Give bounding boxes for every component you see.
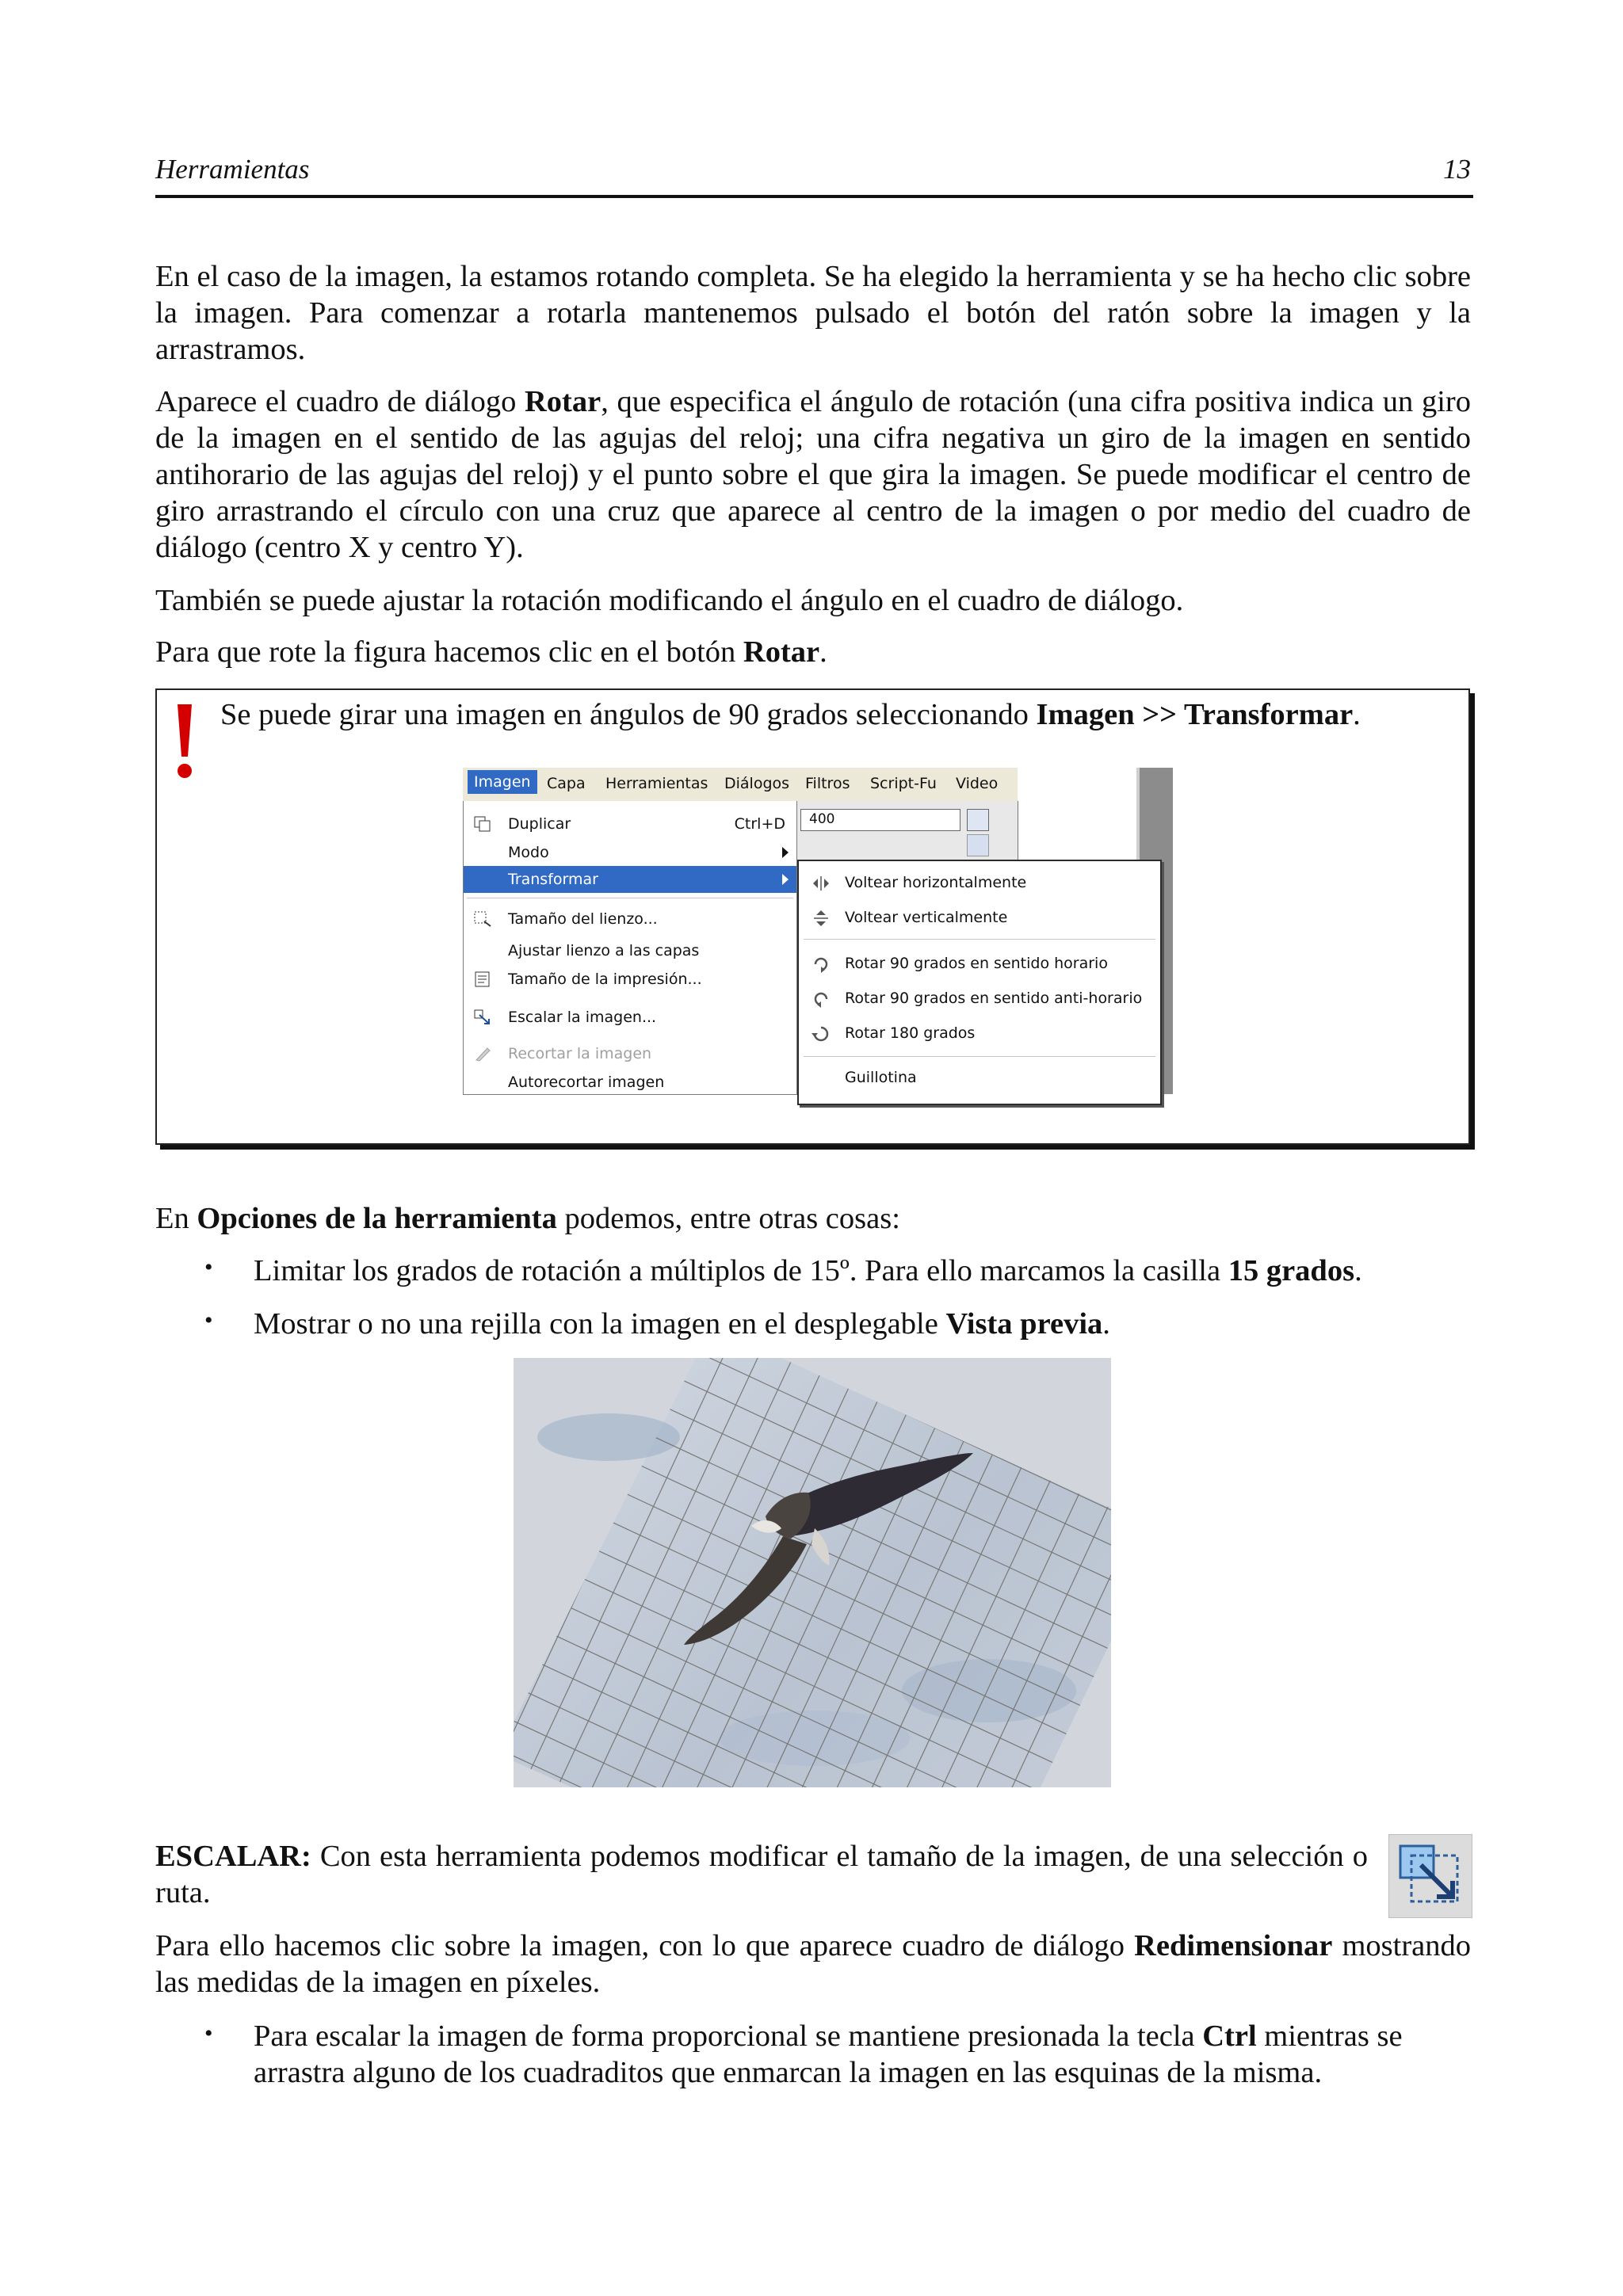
text-run: . — [1354, 1254, 1362, 1287]
bullet-marker: • — [204, 2020, 213, 2046]
submenu-separator — [804, 939, 1155, 940]
menubar-capa[interactable]: Capa — [547, 775, 586, 792]
ruler-value: 400 — [809, 811, 835, 827]
text-run: , que especifica el ángulo de rotación (una cifra positiva indica un giro de la imagen en el sentido de las agujas del reloj; una cifra negativa un giro de la imagen en sentido antihorario de las agujas del reloj) y el punto sobre el que gira la imagen. Se puede modificar el centro de giro arrastrando el círculo con una cruz que aparece al centro de la imagen o por medio del cuadro de diálogo (centro X y centro Y). — [155, 385, 1471, 564]
menu-item-tamano-impresion[interactable] — [464, 966, 796, 993]
gimp-image-menu-screenshot — [463, 768, 1174, 1094]
submenu-guillotina[interactable] — [799, 1062, 1160, 1094]
menubar-video[interactable]: Video — [956, 775, 999, 792]
bold-term-redimensionar: Redimensionar — [1134, 1929, 1333, 1962]
rotated-bird-photo-with-grid — [514, 1358, 1111, 1787]
flip-vertical-icon — [812, 909, 831, 928]
bold-term-rotar: Rotar — [525, 385, 601, 418]
menubar — [463, 768, 1018, 802]
header-rule — [155, 195, 1473, 198]
text-run: . — [1353, 698, 1361, 731]
paragraph-adjust-angle: También se puede ajustar la rotación modificando el ángulo en el cuadro de diálogo. — [155, 584, 1184, 617]
menu-item-autorecortar[interactable] — [464, 1069, 796, 1096]
scale-tool-icon — [1388, 1834, 1472, 1918]
page-number: 13 — [1443, 154, 1471, 185]
crop-knife-icon — [473, 1045, 492, 1062]
menu-item-label: Ajustar lienzo a las capas — [508, 942, 700, 959]
menu-item-accel: Ctrl+D — [734, 815, 785, 833]
menu-item-label: Escalar la imagen... — [508, 1009, 657, 1026]
scale-image-icon — [473, 1009, 492, 1026]
bullet-item-escalar-proporcional — [254, 2018, 1471, 2091]
text-run: mientras se arrastra alguno de los cuadraditos que enmarcan la imagen en las esquinas de la misma. — [254, 2019, 1403, 2089]
submenu-voltear-vertical[interactable] — [799, 902, 1160, 934]
menu-item-tamano-lienzo[interactable] — [464, 906, 796, 933]
zoom-icon[interactable] — [967, 809, 989, 831]
submenu-rotar-90-antihorario[interactable] — [799, 983, 1160, 1015]
menu-item-label: Duplicar — [508, 815, 571, 833]
paragraph-rotar-dialog — [155, 383, 1471, 566]
bullet-marker: • — [204, 1307, 213, 1333]
print-size-icon — [473, 971, 492, 988]
bullet-marker: • — [204, 1254, 213, 1280]
submenu-item-label: Rotar 180 grados — [845, 1024, 976, 1042]
text-run: podemos, entre otras cosas: — [556, 1202, 900, 1235]
text-run: Con esta herramienta podemos modificar el tamaño de la imagen, de una selección o ruta. — [155, 1840, 1368, 1909]
menubar-dialogos[interactable]: Diálogos — [724, 775, 790, 792]
text-run: En — [155, 1202, 197, 1235]
menu-item-ajustar-lienzo[interactable] — [464, 937, 796, 964]
paragraph-redimensionar — [155, 1928, 1471, 2000]
text-run: Para que rote la figura hacemos clic en el botón — [155, 635, 743, 669]
menubar-imagen[interactable]: Imagen — [468, 770, 537, 794]
menubar-herramientas[interactable]: Herramientas — [605, 775, 708, 792]
text-run: Para escalar la imagen de forma proporcional se mantiene presionada la tecla — [254, 2019, 1203, 2053]
flip-horizontal-icon — [812, 874, 831, 893]
text-run: . — [1102, 1307, 1110, 1341]
text-run: Limitar los grados de rotación a múltiplos de 15º. Para ello marcamos la casilla — [254, 1254, 1228, 1287]
menu-item-label: Modo — [508, 844, 549, 861]
menu-item-label: Tamaño de la impresión... — [508, 971, 702, 988]
submenu-item-label: Voltear verticalmente — [845, 909, 1008, 926]
paragraph-tool-options — [155, 1200, 1471, 1237]
menu-item-escalar-imagen[interactable] — [464, 1004, 796, 1031]
bullet-item-vista-previa — [254, 1306, 1471, 1342]
text-run: Mostrar o no una rejilla con la imagen en el desplegable — [254, 1307, 946, 1341]
text-run: . — [819, 635, 827, 669]
submenu-rotar-180[interactable] — [799, 1018, 1160, 1050]
bold-term-rotar-button: Rotar — [743, 635, 820, 669]
bold-term-ctrl: Ctrl — [1202, 2019, 1257, 2053]
canvas-size-icon — [473, 910, 492, 928]
menu-item-duplicar[interactable] — [464, 810, 796, 837]
paragraph-rotar-button — [155, 634, 1471, 670]
exclamation-warning-icon — [173, 701, 197, 780]
menubar-filtros[interactable]: Filtros — [805, 775, 850, 792]
running-header-section: Herramientas — [155, 154, 310, 185]
menu-item-modo[interactable] — [464, 839, 796, 866]
submenu-item-label: Voltear horizontalmente — [845, 874, 1027, 891]
menubar-script-fu[interactable]: Script-Fu — [870, 775, 937, 792]
menu-item-label: Tamaño del lienzo... — [508, 910, 658, 928]
menu-item-label: Autorecortar imagen — [508, 1074, 665, 1091]
paragraph-escalar — [155, 1838, 1368, 1911]
menu-item-recortar-imagen[interactable] — [464, 1040, 796, 1067]
submenu-separator — [804, 1056, 1155, 1057]
paragraph-rotation-intro: En el caso de la imagen, la estamos rotando completa. Se ha elegido la herramienta y se ha hecho clic sobre la imagen. Para comenzar a rotarla mantenemos pulsado el botón del ratón sobre la imagen y la arrastramos. — [155, 260, 1471, 366]
transformar-submenu — [797, 860, 1162, 1105]
note-text — [220, 696, 1361, 733]
bold-term-15-grados: 15 grados — [1228, 1254, 1355, 1287]
text-run: mostrando las medidas de la imagen en píxeles. — [155, 1929, 1471, 1999]
submenu-voltear-horizontal[interactable] — [799, 868, 1160, 899]
rotate-cw-icon — [812, 955, 831, 974]
text-run: Para ello hacemos clic sobre la imagen, con lo que aparece cuadro de diálogo — [155, 1929, 1135, 1962]
menu-item-transformar[interactable] — [464, 866, 796, 893]
menu-item-label: Recortar la imagen — [508, 1045, 652, 1062]
submenu-item-label: Guillotina — [845, 1069, 917, 1086]
note-box — [155, 688, 1470, 1145]
submenu-item-label: Rotar 90 grados en sentido horario — [845, 955, 1108, 972]
bold-term-vista-previa: Vista previa — [945, 1307, 1103, 1341]
rotate-180-icon — [812, 1024, 831, 1043]
submenu-item-label: Rotar 90 grados en sentido anti-horario — [845, 990, 1143, 1007]
rotate-ccw-icon — [812, 990, 831, 1009]
submenu-rotar-90-horario[interactable] — [799, 948, 1160, 980]
imagen-dropdown-menu — [463, 801, 797, 1095]
scroll-up-icon[interactable] — [967, 834, 989, 856]
text-run: Aparece el cuadro de diálogo — [155, 385, 525, 418]
submenu-arrow-icon — [782, 847, 789, 858]
bold-term-escalar: ESCALAR: — [155, 1840, 311, 1873]
ruler — [800, 809, 960, 831]
bullet-item-15-grados — [254, 1253, 1471, 1289]
menu-item-label: Transformar — [508, 871, 598, 888]
text-run: Se puede girar una imagen en ángulos de 90 grados seleccionando — [220, 698, 1037, 731]
bold-term-tool-options: Opciones de la herramienta — [197, 1202, 557, 1235]
submenu-arrow-icon — [782, 874, 789, 885]
duplicate-icon — [473, 815, 492, 833]
bold-menu-path: Imagen >> Transformar — [1036, 698, 1354, 731]
